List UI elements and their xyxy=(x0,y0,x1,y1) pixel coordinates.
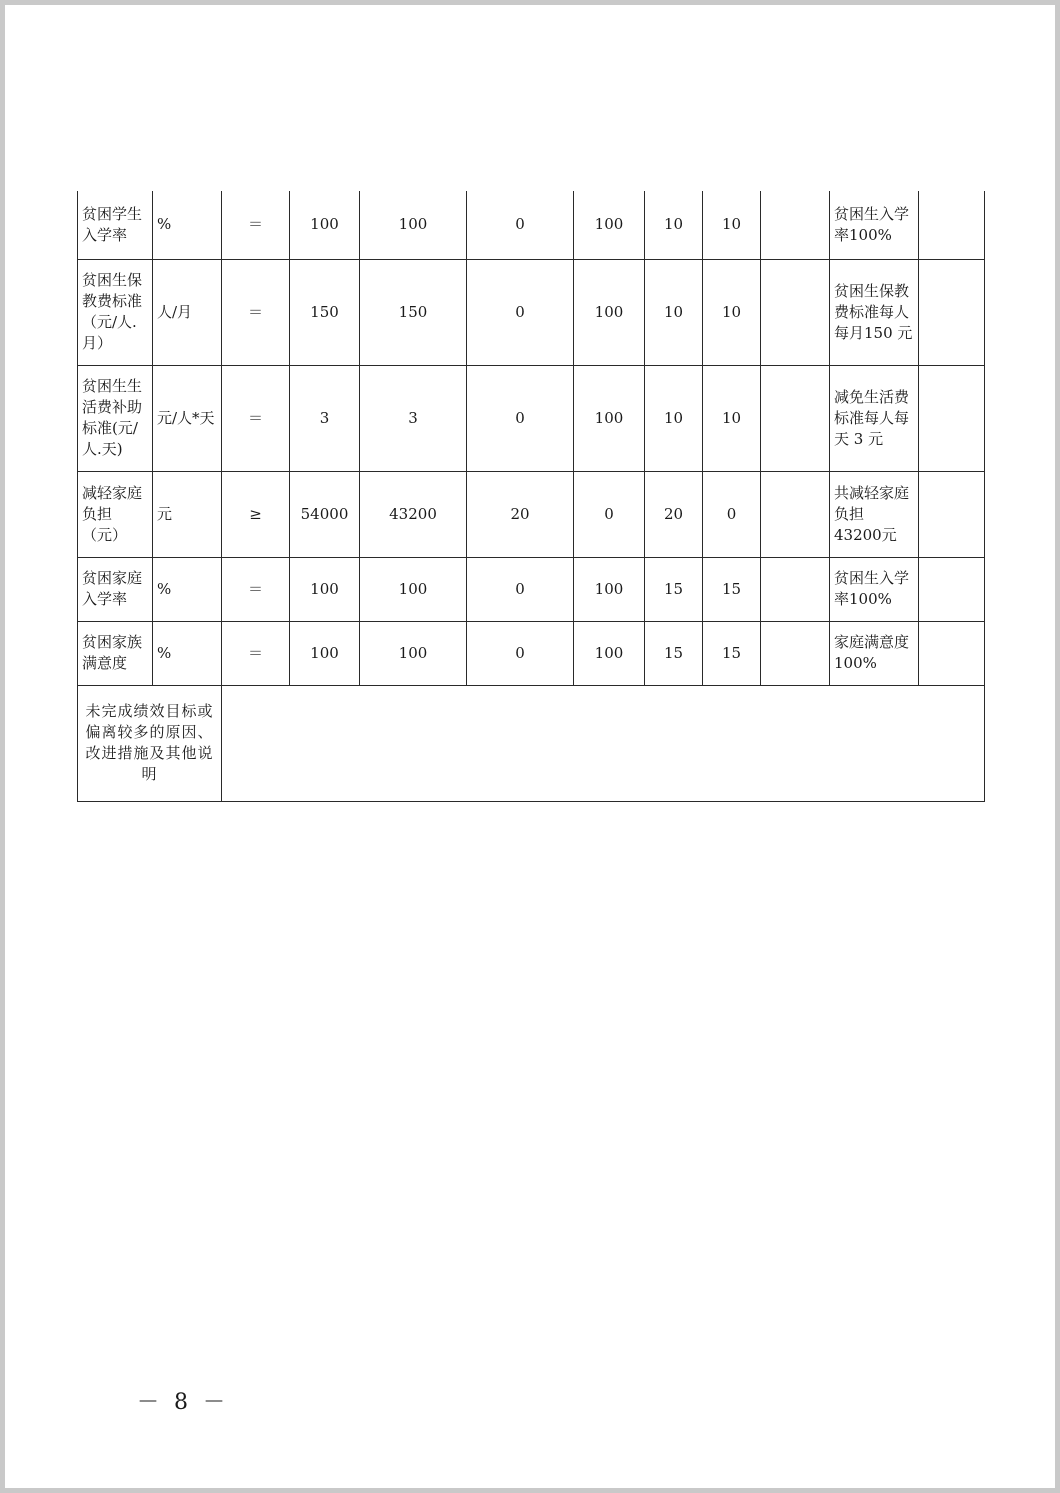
target-value: 100 xyxy=(290,557,360,621)
completion-rate: 0 xyxy=(574,471,645,557)
completion-rate: 100 xyxy=(574,621,645,685)
completion-rate: 100 xyxy=(574,557,645,621)
indicator-name: 贫困生保教费标准（元/人.月） xyxy=(78,259,153,365)
table-row xyxy=(78,471,985,557)
actual-value: 3 xyxy=(360,365,467,471)
actual-value: 43200 xyxy=(360,471,467,557)
indicator-name: 减轻家庭负担（元） xyxy=(78,471,153,557)
explanation-label: 未完成绩效目标或偏离较多的原因、改进措施及其他说明 xyxy=(78,685,222,801)
remark: 减免生活费标准每人每天 3 元 xyxy=(830,365,919,471)
target-value: 150 xyxy=(290,259,360,365)
completion-rate: 100 xyxy=(574,365,645,471)
document-page xyxy=(5,5,1055,1488)
indicator-operator: ＝ xyxy=(222,365,290,471)
explanation-value xyxy=(222,685,985,801)
indicator-operator: ≥ xyxy=(222,471,290,557)
indicator-operator: ＝ xyxy=(222,259,290,365)
indicator-name: 贫困家庭入学率 xyxy=(78,557,153,621)
table-row xyxy=(78,259,985,365)
indicator-name: 贫困生生活费补助标准(元/人.天) xyxy=(78,365,153,471)
table-row xyxy=(78,621,985,685)
empty-cell xyxy=(919,621,985,685)
completion-rate: 100 xyxy=(574,191,645,259)
empty-cell xyxy=(919,191,985,259)
indicator-name: 贫困学生入学率 xyxy=(78,191,153,259)
performance-table xyxy=(77,191,985,802)
earned-score: 10 xyxy=(703,259,761,365)
table-row xyxy=(78,191,985,259)
explanation-row xyxy=(78,685,985,801)
empty-cell xyxy=(919,259,985,365)
table-row xyxy=(78,365,985,471)
empty-cell xyxy=(761,621,830,685)
empty-cell xyxy=(761,259,830,365)
completion-rate: 100 xyxy=(574,259,645,365)
earned-score: 10 xyxy=(703,191,761,259)
remark: 共减轻家庭负担 43200元 xyxy=(830,471,919,557)
actual-value: 100 xyxy=(360,191,467,259)
indicator-operator: ＝ xyxy=(222,557,290,621)
deviation-value: 0 xyxy=(467,365,574,471)
target-value: 100 xyxy=(290,621,360,685)
indicator-unit: 人/月 xyxy=(153,259,222,365)
full-score: 15 xyxy=(645,557,703,621)
actual-value: 100 xyxy=(360,621,467,685)
full-score: 10 xyxy=(645,191,703,259)
full-score: 10 xyxy=(645,365,703,471)
remark: 贫困生入学率100% xyxy=(830,557,919,621)
empty-cell xyxy=(919,471,985,557)
full-score: 15 xyxy=(645,621,703,685)
empty-cell xyxy=(919,365,985,471)
page-number: － 8 － xyxy=(137,1390,229,1415)
empty-cell xyxy=(761,557,830,621)
deviation-value: 0 xyxy=(467,259,574,365)
deviation-value: 0 xyxy=(467,191,574,259)
indicator-operator: ＝ xyxy=(222,191,290,259)
remark: 贫困生入学率100% xyxy=(830,191,919,259)
empty-cell xyxy=(919,557,985,621)
indicator-unit: 元/人*天 xyxy=(153,365,222,471)
earned-score: 10 xyxy=(703,365,761,471)
indicator-unit: % xyxy=(153,557,222,621)
remark: 贫困生保教费标准每人每月150 元 xyxy=(830,259,919,365)
target-value: 3 xyxy=(290,365,360,471)
earned-score: 0 xyxy=(703,471,761,557)
earned-score: 15 xyxy=(703,557,761,621)
indicator-unit: 元 xyxy=(153,471,222,557)
empty-cell xyxy=(761,191,830,259)
full-score: 10 xyxy=(645,259,703,365)
deviation-value: 0 xyxy=(467,621,574,685)
full-score: 20 xyxy=(645,471,703,557)
target-value: 54000 xyxy=(290,471,360,557)
target-value: 100 xyxy=(290,191,360,259)
actual-value: 100 xyxy=(360,557,467,621)
indicator-name: 贫困家族满意度 xyxy=(78,621,153,685)
indicator-operator: ＝ xyxy=(222,621,290,685)
earned-score: 15 xyxy=(703,621,761,685)
remark: 家庭满意度100% xyxy=(830,621,919,685)
deviation-value: 20 xyxy=(467,471,574,557)
indicator-unit: % xyxy=(153,621,222,685)
empty-cell xyxy=(761,471,830,557)
table-row xyxy=(78,557,985,621)
deviation-value: 0 xyxy=(467,557,574,621)
empty-cell xyxy=(761,365,830,471)
indicator-unit: % xyxy=(153,191,222,259)
actual-value: 150 xyxy=(360,259,467,365)
